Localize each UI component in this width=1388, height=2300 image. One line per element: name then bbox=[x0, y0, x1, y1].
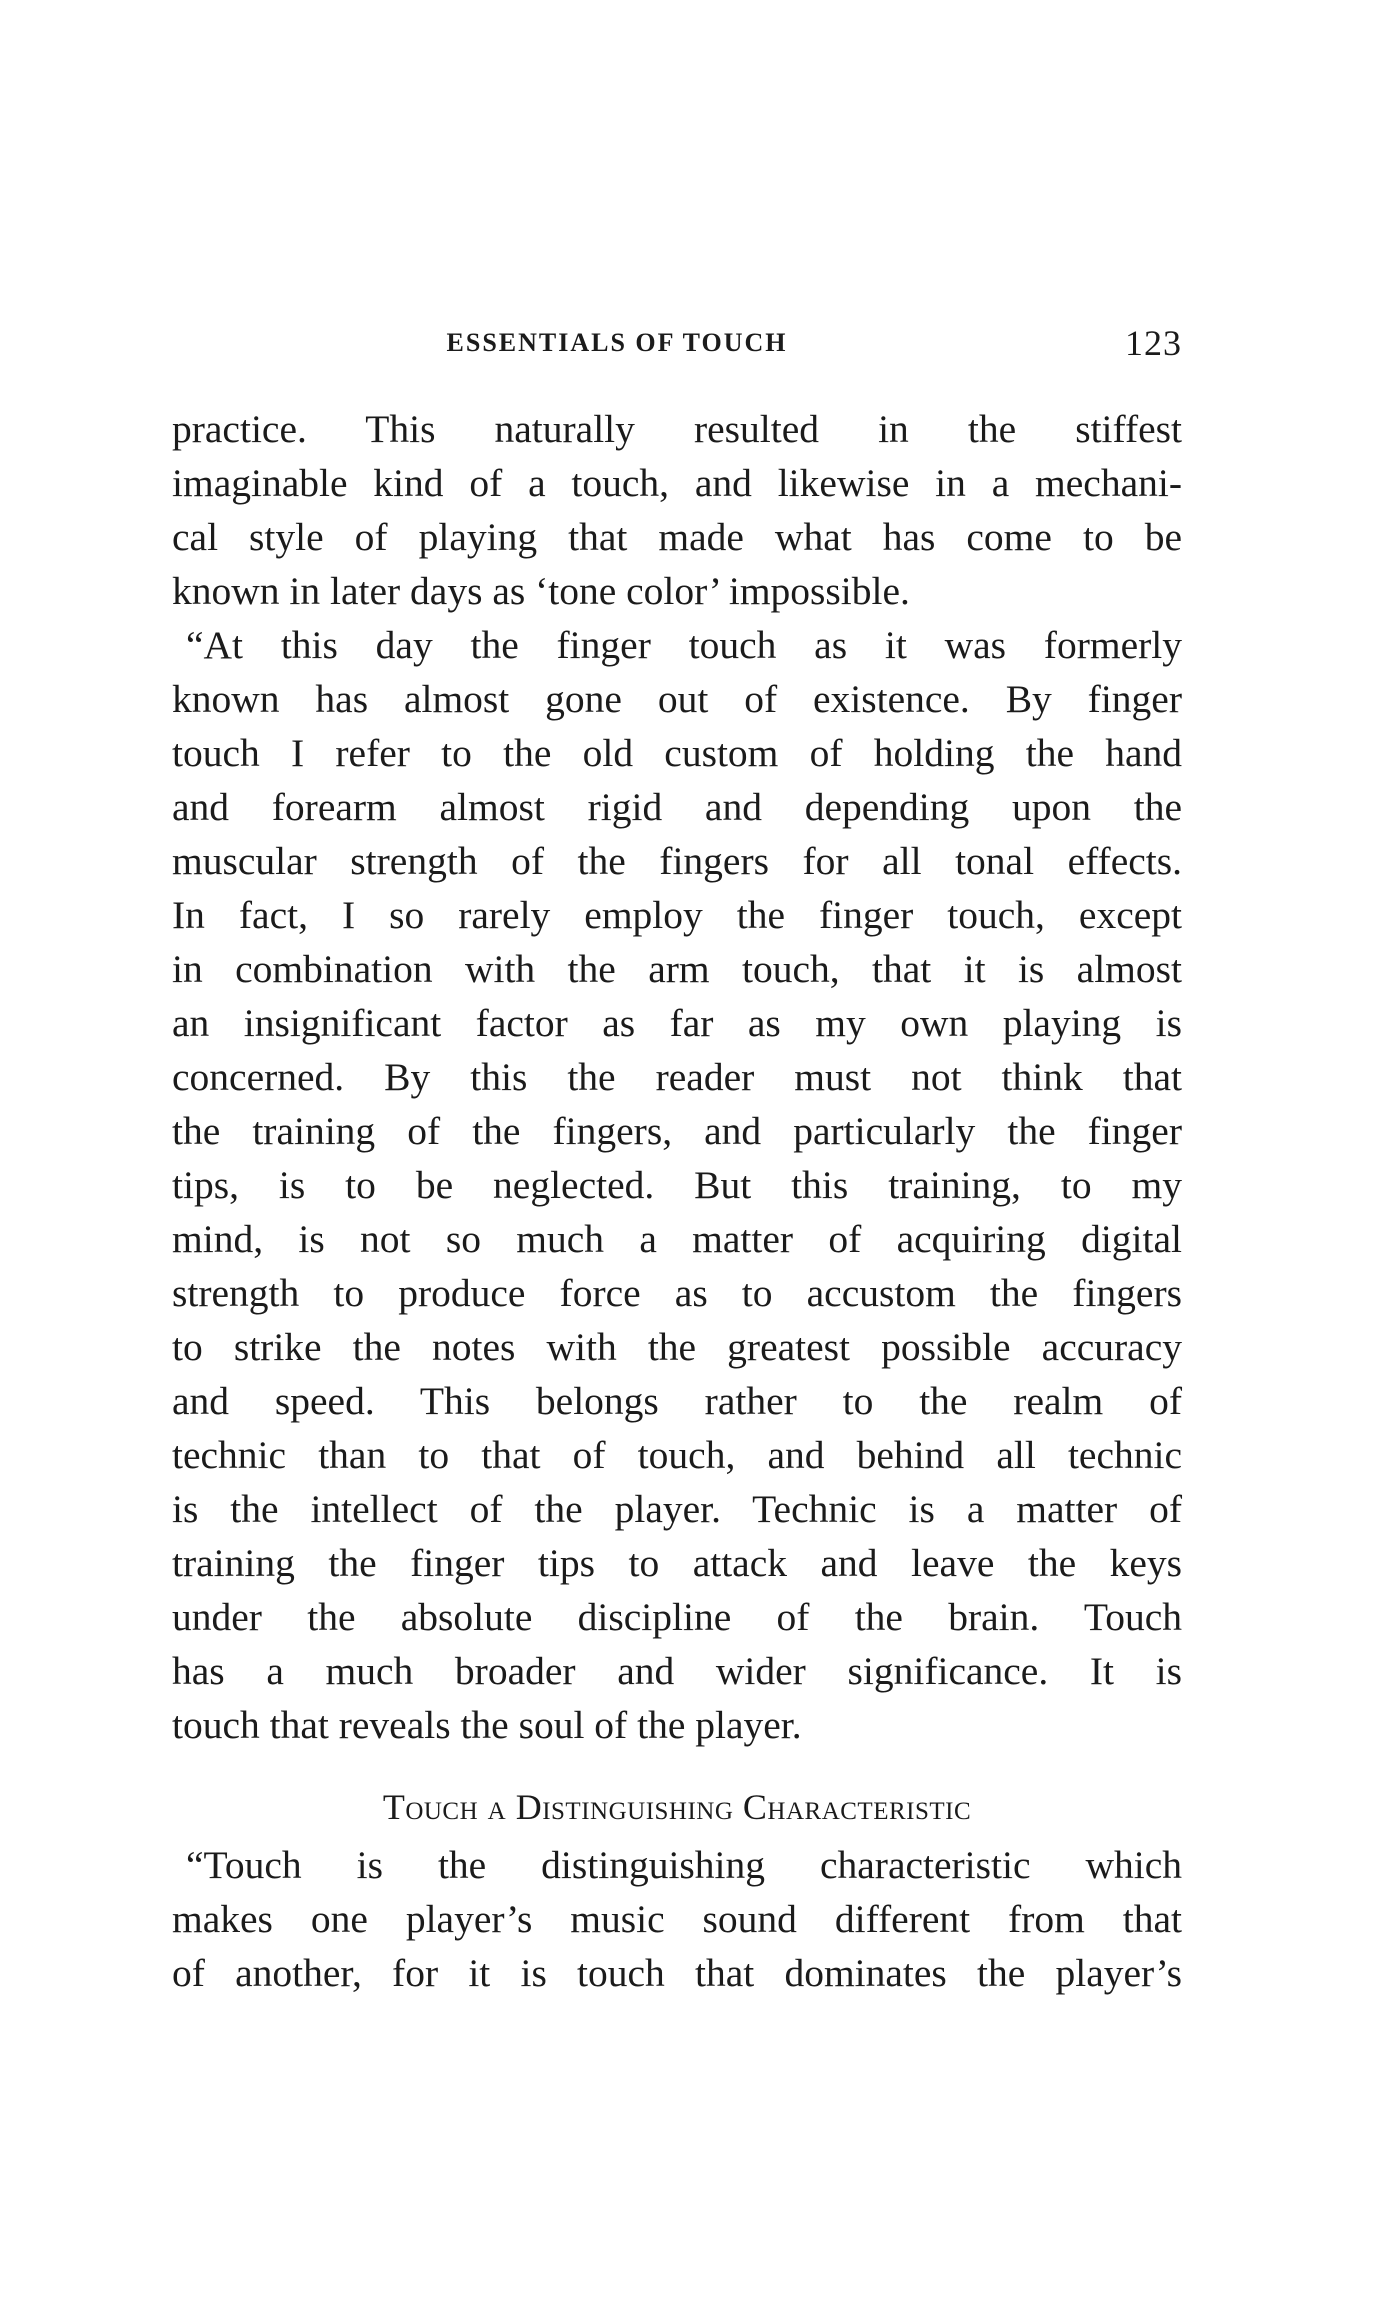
text-line: and forearm almost rigid and depending upon the bbox=[172, 785, 1182, 829]
text-line: strength to produce force as to accustom the fingers bbox=[172, 1271, 1182, 1315]
text-line: “At this day the finger touch as it was formerly bbox=[186, 623, 1182, 667]
text-line: training the finger tips to attack and leave the keys bbox=[172, 1541, 1182, 1585]
page-number: 123 bbox=[1125, 323, 1182, 363]
text-line: touch I refer to the old custom of holding the hand bbox=[172, 731, 1182, 775]
body-text bbox=[172, 402, 1182, 2000]
text-line: under the absolute discipline of the brain. Touch bbox=[172, 1595, 1182, 1639]
text-line: is the intellect of the player. Technic is a matter of bbox=[172, 1487, 1182, 1531]
text-line: an insignificant factor as far as my own playing is bbox=[172, 1001, 1182, 1045]
text-line: mind, is not so much a matter of acquiring digital bbox=[172, 1217, 1182, 1261]
text-line: imaginable kind of a touch, and likewise in a mechani- bbox=[172, 461, 1182, 505]
paragraph-1 bbox=[172, 402, 1182, 618]
text-line: to strike the notes with the greatest possible accuracy bbox=[172, 1325, 1182, 1369]
text-line: of another, for it is touch that dominates the player’s bbox=[172, 1951, 1182, 1995]
text-line: tips, is to be neglected. But this training, to my bbox=[172, 1163, 1182, 1207]
running-head bbox=[172, 320, 1182, 368]
text-line: technic than to that of touch, and behind all technic bbox=[172, 1433, 1182, 1477]
text-line: touch that reveals the soul of the player. bbox=[172, 1703, 802, 1747]
text-line: concerned. By this the reader must not think that bbox=[172, 1055, 1182, 1099]
text-line: in combination with the arm touch, that it is almost bbox=[172, 947, 1182, 991]
text-line: muscular strength of the fingers for all tonal effects. bbox=[172, 839, 1182, 883]
running-title: ESSENTIALS OF TOUCH bbox=[446, 328, 788, 357]
text-line: practice. This naturally resulted in the stiffest bbox=[172, 407, 1182, 451]
section-heading: Touch a Distinguishing Characteristic bbox=[382, 1787, 972, 1827]
text-line: known has almost gone out of existence. By finger bbox=[172, 677, 1182, 721]
text-line: the training of the fingers, and particularly the finger bbox=[172, 1109, 1182, 1153]
text-line: and speed. This belongs rather to the realm of bbox=[172, 1379, 1182, 1423]
text-line: known in later days as ‘tone color’ impossible. bbox=[172, 569, 910, 613]
text-line: cal style of playing that made what has come to be bbox=[172, 515, 1182, 559]
text-line: “Touch is the distinguishing characteristic which bbox=[186, 1843, 1182, 1887]
paragraph-3 bbox=[172, 1838, 1182, 2000]
text-line: In fact, I so rarely employ the finger touch, except bbox=[172, 893, 1182, 937]
text-line: has a much broader and wider significance. It is bbox=[172, 1649, 1182, 1693]
text-line: makes one player’s music sound different from that bbox=[172, 1897, 1182, 1941]
paragraph-2 bbox=[172, 618, 1182, 1752]
